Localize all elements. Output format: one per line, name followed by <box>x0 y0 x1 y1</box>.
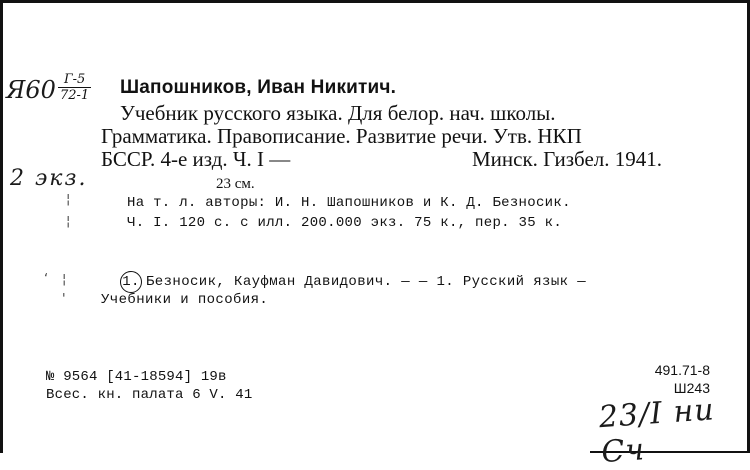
handwritten-signature: 23/I ни Сч <box>597 392 716 470</box>
author-mark: Ш243 <box>673 380 710 396</box>
tracing-text-1: Безносик, Кауфман Давидович. — — 1. Русский язык — <box>146 274 587 290</box>
margin-tick: ¦ <box>66 214 71 229</box>
title-line-1: Учебник русского языка. Для белор. нач. школы. <box>120 101 556 125</box>
shelfmark-fraction-top: Г-5 <box>58 72 91 88</box>
author-heading: Шапошников, Иван Никитич. <box>120 77 397 98</box>
title-line-3: БССР. 4-е изд. Ч. I — <box>101 147 291 171</box>
margin-tick: ¦ <box>66 192 71 207</box>
handwritten-shelfmark-fraction <box>58 72 91 103</box>
size-line: 23 см. <box>216 176 255 192</box>
tracing-line-1 <box>120 271 586 293</box>
authors-note: На т. л. авторы: И. Н. Шапошников и К. Д. Безносик. <box>127 195 571 211</box>
card-edge-top <box>0 0 750 3</box>
card-edge-left <box>0 0 3 453</box>
imprint-line: Минск. Гизбел. 1941. <box>472 147 663 171</box>
handwritten-shelfmark: Я60 <box>6 76 56 104</box>
shelfmark-fraction-bottom: 72-1 <box>60 88 90 103</box>
registry-number: № 9564 [41-18594] 19в <box>46 369 227 385</box>
margin-tick: ‘ <box>44 272 49 287</box>
margin-tick: ¦ <box>62 272 67 287</box>
margin-tick: ' <box>62 292 66 307</box>
collation-note: Ч. I. 120 с. с илл. 200.000 экз. 75 к., пер. 35 к. <box>127 215 563 231</box>
handwritten-copies-note: 2 экз. <box>10 166 88 191</box>
book-chamber-line: Всес. кн. палата 6 V. 41 <box>46 387 253 403</box>
tracing-line-2: Учебники и пособия. <box>101 292 269 308</box>
tracing-number-circled: 1. <box>120 271 142 293</box>
title-line-2: Грамматика. Правописание. Развитие речи. Утв. НКП <box>101 124 582 148</box>
classification-code: 491.71-8 <box>654 362 710 378</box>
